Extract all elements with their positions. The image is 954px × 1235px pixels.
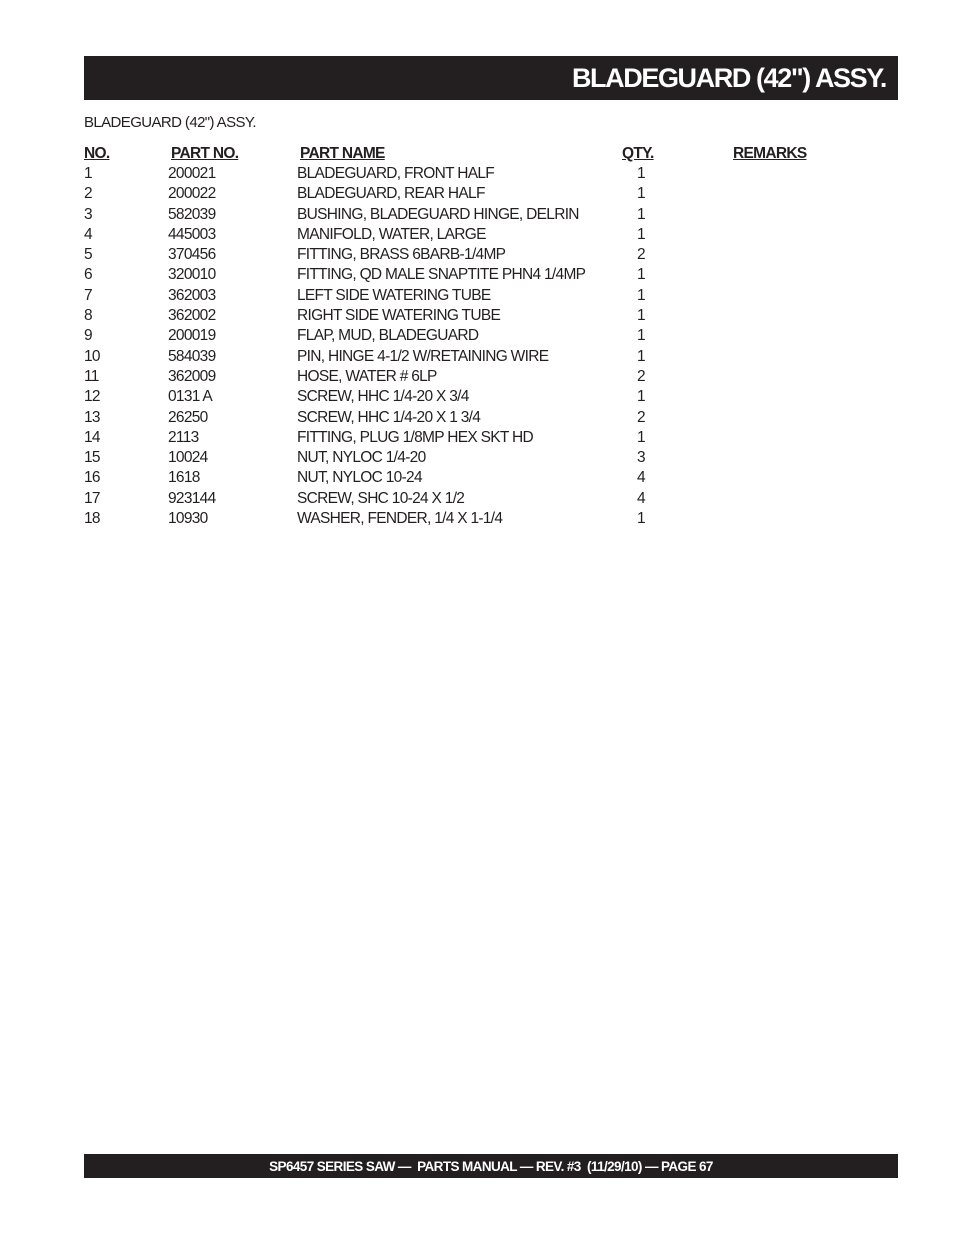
cell-part-no: 320010 bbox=[168, 266, 216, 284]
table-body bbox=[84, 164, 884, 529]
cell-part-no: 10930 bbox=[168, 510, 208, 528]
cell-no: 13 bbox=[84, 408, 100, 426]
cell-part-no: 26250 bbox=[168, 408, 208, 426]
cell-no: 12 bbox=[84, 388, 100, 406]
cell-part-name: BUSHING, BLADEGUARD HINGE, DELRIN bbox=[297, 205, 579, 223]
cell-qty: 2 bbox=[637, 246, 645, 264]
cell-part-name: HOSE, WATER # 6LP bbox=[297, 367, 437, 385]
page-title: BLADEGUARD (42") ASSY. bbox=[571, 62, 886, 93]
header-qty: QTY. bbox=[622, 145, 654, 162]
table-row bbox=[84, 387, 884, 407]
cell-part-name: BLADEGUARD, REAR HALF bbox=[297, 185, 485, 203]
cell-qty: 1 bbox=[637, 510, 645, 528]
cell-part-no: 10024 bbox=[168, 449, 208, 467]
cell-qty: 1 bbox=[637, 388, 645, 406]
cell-part-name: FITTING, PLUG 1/8MP HEX SKT HD bbox=[297, 428, 533, 446]
cell-part-no: 584039 bbox=[168, 347, 216, 365]
cell-part-no: 362003 bbox=[168, 286, 216, 304]
cell-part-name: LEFT SIDE WATERING TUBE bbox=[297, 286, 491, 304]
cell-part-name: SCREW, SHC 10-24 X 1/2 bbox=[297, 489, 465, 507]
assembly-subtitle: BLADEGUARD (42") ASSY. bbox=[84, 114, 256, 131]
table-row bbox=[84, 428, 884, 448]
cell-part-no: 1618 bbox=[168, 469, 200, 487]
cell-part-name: PIN, HINGE 4-1/2 W/RETAINING WIRE bbox=[297, 347, 549, 365]
cell-qty: 1 bbox=[637, 428, 645, 446]
table-row bbox=[84, 367, 884, 387]
cell-qty: 1 bbox=[637, 327, 645, 345]
cell-no: 16 bbox=[84, 469, 100, 487]
table-row bbox=[84, 225, 884, 245]
table-header-row bbox=[84, 144, 884, 164]
header-part-no: PART NO. bbox=[171, 145, 239, 162]
cell-part-no: 200021 bbox=[168, 165, 216, 182]
table-row bbox=[84, 265, 884, 285]
header-remarks: REMARKS bbox=[733, 145, 807, 162]
table-row bbox=[84, 468, 884, 488]
cell-no: 5 bbox=[84, 246, 92, 264]
table-row bbox=[84, 205, 884, 225]
cell-part-name: SCREW, HHC 1/4-20 X 3/4 bbox=[297, 388, 469, 406]
cell-part-name: RIGHT SIDE WATERING TUBE bbox=[297, 307, 501, 325]
cell-no: 10 bbox=[84, 347, 100, 365]
cell-part-no: 200019 bbox=[168, 327, 216, 345]
cell-no: 2 bbox=[84, 185, 92, 203]
cell-part-name: MANIFOLD, WATER, LARGE bbox=[297, 225, 486, 243]
cell-part-no: 362002 bbox=[168, 307, 216, 325]
cell-no: 14 bbox=[84, 428, 100, 446]
cell-part-name: FITTING, QD MALE SNAPTITE PHN4 1/4MP bbox=[297, 266, 586, 284]
cell-part-name: WASHER, FENDER, 1/4 X 1-1/4 bbox=[297, 510, 503, 528]
cell-part-no: 923144 bbox=[168, 489, 216, 507]
cell-part-no: 362009 bbox=[168, 367, 216, 385]
cell-qty: 2 bbox=[637, 367, 645, 385]
cell-part-name: FITTING, BRASS 6BARB-1/4MP bbox=[297, 246, 506, 264]
footer-text: SP6457 SERIES SAW — PARTS MANUAL — REV. #3 (11/29/10) — PAGE 67 bbox=[269, 1158, 713, 1174]
cell-no: 1 bbox=[84, 165, 92, 182]
cell-no: 15 bbox=[84, 449, 100, 467]
cell-qty: 1 bbox=[637, 347, 645, 365]
cell-part-name: FLAP, MUD, BLADEGUARD bbox=[297, 327, 479, 345]
footer-bar bbox=[84, 1154, 898, 1178]
cell-part-no: 2113 bbox=[168, 428, 199, 446]
header-no: NO. bbox=[84, 145, 110, 162]
cell-no: 4 bbox=[84, 225, 92, 243]
cell-no: 3 bbox=[84, 205, 92, 223]
cell-no: 6 bbox=[84, 266, 92, 284]
cell-part-no: 200022 bbox=[168, 185, 216, 203]
cell-qty: 2 bbox=[637, 408, 645, 426]
parts-table bbox=[84, 144, 884, 529]
table-row bbox=[84, 408, 884, 428]
cell-no: 9 bbox=[84, 327, 92, 345]
table-row bbox=[84, 184, 884, 204]
cell-part-name: BLADEGUARD, FRONT HALF bbox=[297, 165, 495, 182]
cell-qty: 1 bbox=[637, 266, 645, 284]
cell-qty: 4 bbox=[637, 469, 645, 487]
header-part-name: PART NAME bbox=[300, 145, 385, 162]
table-row bbox=[84, 448, 884, 468]
cell-part-no: 370456 bbox=[168, 246, 216, 264]
cell-part-name: NUT, NYLOC 1/4-20 bbox=[297, 449, 426, 467]
page-title-bar bbox=[84, 56, 898, 100]
cell-part-no: 445003 bbox=[168, 225, 216, 243]
cell-qty: 1 bbox=[637, 185, 645, 203]
table-row bbox=[84, 286, 884, 306]
cell-no: 18 bbox=[84, 510, 100, 528]
cell-qty: 1 bbox=[637, 307, 645, 325]
cell-no: 11 bbox=[84, 367, 99, 385]
table-row bbox=[84, 245, 884, 265]
table-row bbox=[84, 347, 884, 367]
cell-qty: 1 bbox=[637, 286, 645, 304]
cell-no: 17 bbox=[84, 489, 100, 507]
cell-part-name: SCREW, HHC 1/4-20 X 1 3/4 bbox=[297, 408, 481, 426]
cell-qty: 1 bbox=[637, 165, 645, 182]
cell-part-no: 582039 bbox=[168, 205, 216, 223]
table-row bbox=[84, 306, 884, 326]
cell-no: 7 bbox=[84, 286, 92, 304]
cell-part-no: 0131 A bbox=[168, 388, 213, 406]
table-row bbox=[84, 489, 884, 509]
cell-qty: 4 bbox=[637, 489, 645, 507]
cell-part-name: NUT, NYLOC 10-24 bbox=[297, 469, 422, 487]
table-row bbox=[84, 164, 884, 184]
cell-qty: 3 bbox=[637, 449, 645, 467]
table-row bbox=[84, 326, 884, 346]
cell-qty: 1 bbox=[637, 205, 645, 223]
cell-qty: 1 bbox=[637, 225, 645, 243]
cell-no: 8 bbox=[84, 307, 92, 325]
table-row bbox=[84, 509, 884, 529]
